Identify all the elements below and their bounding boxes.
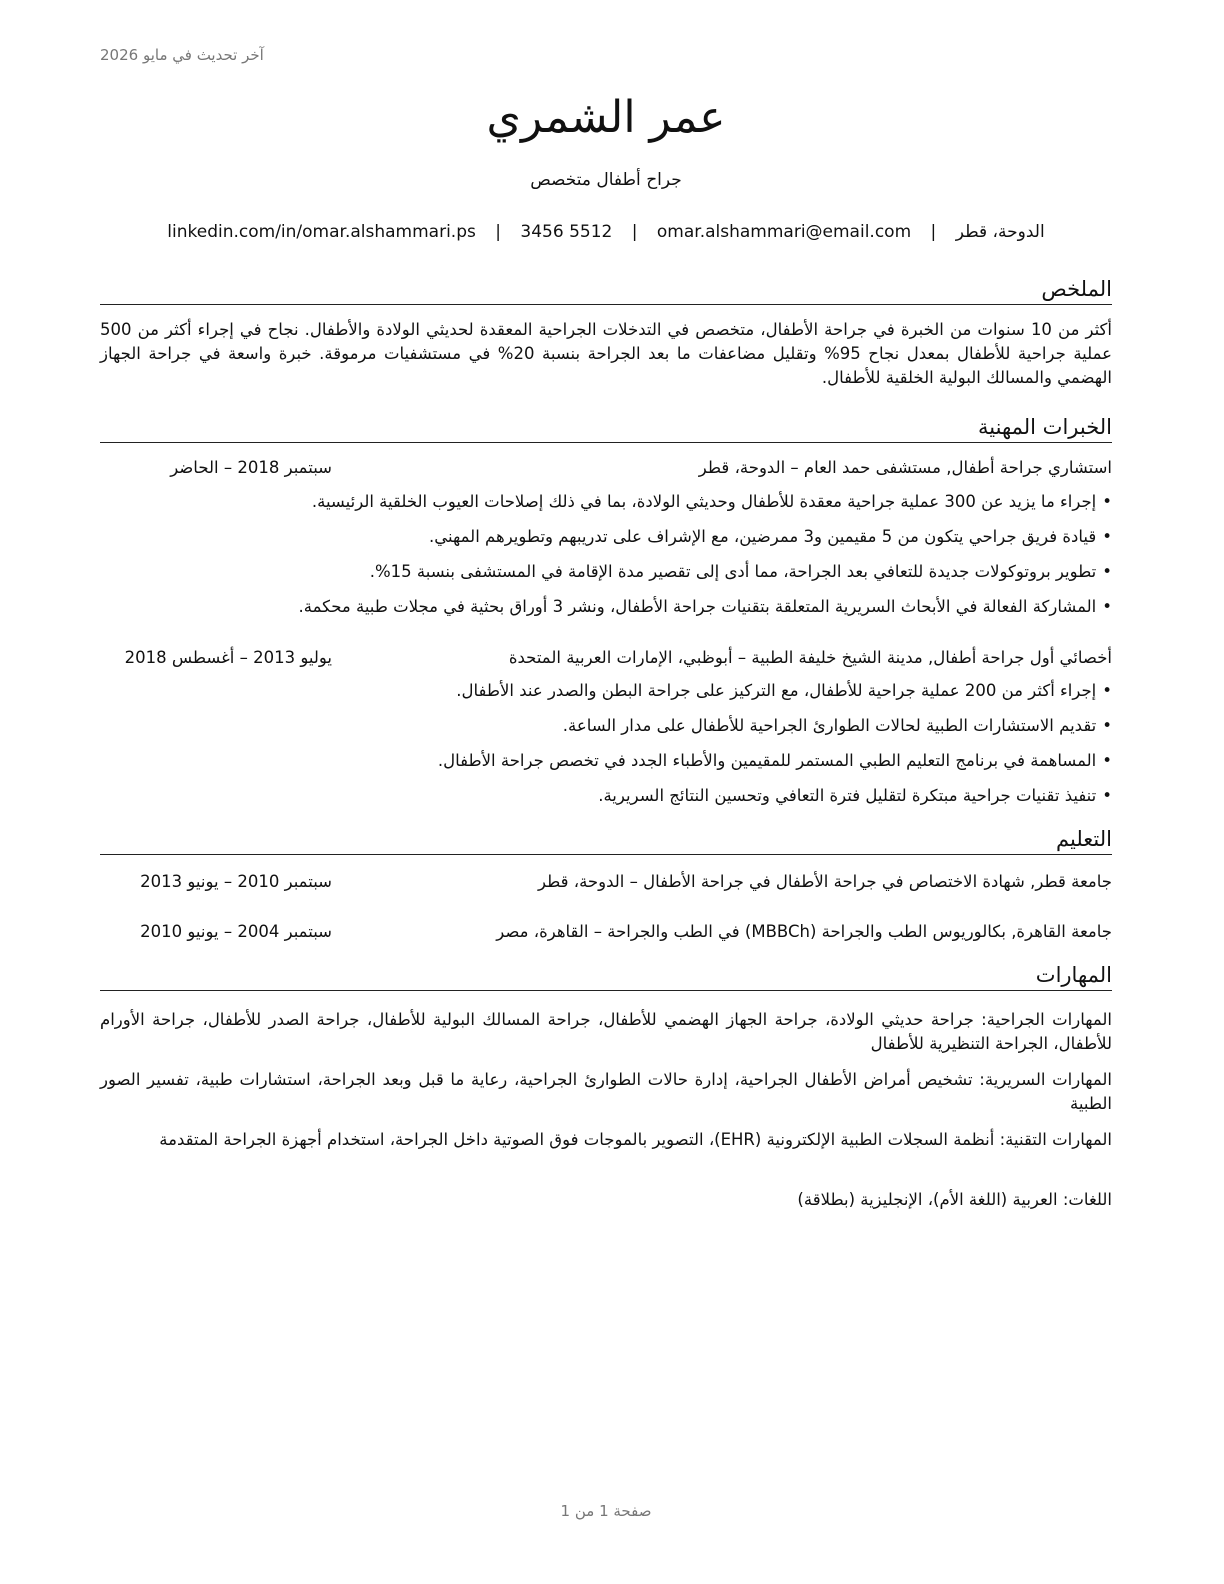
contact-location: الدوحة، قطر	[955, 222, 1045, 242]
job-title-line: أخصائي أول جراحة أطفال, مدينة الشيخ خليفة الطبية – أبوظبي، الإمارات العربية المتحدة	[508, 648, 1112, 667]
education-title: جامعة قطر, شهادة الاختصاص في جراحة الأطفال في جراحة الأطفال – الدوحة، قطر	[537, 872, 1112, 891]
bullet-icon: •	[1102, 786, 1112, 805]
skills-item: اللغات: العربية (اللغة الأم)، الإنجليزية (بطلاقة)	[797, 1190, 1112, 1209]
bullet-icon: •	[1102, 716, 1112, 735]
bullet-text: تطوير بروتوكولات جديدة للتعافي بعد الجراحة، مما أدى إلى تقصير مدة الإقامة في المستشفى بنسبة 15%.	[369, 562, 1097, 581]
skills-item: المهارات الجراحية: جراحة حديثي الولادة، جراحة الجهاز الهضمي للأطفال، جراحة المسالك البولية للأطفال، جراحة الصدر للأطفال، جراحة الأورام للأطفال، الجراحة التنظيرية للأطفال	[100, 1010, 1112, 1053]
list-item	[100, 714, 1112, 749]
list-item	[100, 490, 1112, 525]
contact-separator: |	[631, 222, 638, 242]
bullet-text: تقديم الاستشارات الطبية لحالات الطوارئ الجراحية للأطفال على مدار الساعة.	[562, 716, 1097, 735]
list-item	[100, 560, 1112, 595]
bullet-text: إجراء ما يزيد عن 300 عملية جراحية معقدة للأطفال وحديثي الولادة، بما في ذلك إصلاحات العيوب الخلقية الرئيسية.	[311, 492, 1097, 511]
bullet-text: المساهمة في برنامج التعليم الطبي المستمر للمقيمين والأطباء الجدد في تخصص جراحة الأطفال.	[437, 751, 1097, 770]
list-item	[100, 595, 1112, 630]
job-bullet-list	[100, 490, 1112, 630]
page-number: صفحة 1 من 1	[560, 1502, 652, 1520]
bullet-icon: •	[1102, 751, 1112, 770]
contact-separator: |	[495, 222, 501, 242]
bullet-icon: •	[1102, 527, 1112, 546]
contact-linkedin[interactable]: linkedin.com/in/omar.alshammari.ps	[167, 222, 476, 242]
contact-email[interactable]: omar.alshammari@email.com	[656, 222, 912, 242]
education-heading: التعليم	[100, 826, 1112, 855]
bullet-icon: •	[1102, 597, 1112, 616]
bullet-text: المشاركة الفعالة في الأبحاث السريرية المتعلقة بتقنيات جراحة الأطفال، ونشر 3 أوراق بحثية في مجلات طبية محكمة.	[298, 597, 1097, 616]
skills-item: المهارات التقنية: أنظمة السجلات الطبية الإلكترونية (EHR)، التصوير بالموجات فوق الصوتية داخل الجراحة، استخدام أجهزة الجراحة المتقدمة	[159, 1130, 1112, 1149]
bullet-icon: •	[1102, 562, 1112, 581]
job-dates: يوليو 2013 – أغسطس 2018	[124, 648, 332, 667]
summary-text: أكثر من 10 سنوات من الخبرة في جراحة الأطفال، متخصص في التدخلات الجراحية المعقدة لحديثي الولادة والأطفال. نجاح في إجراء أكثر من 500 عملية جراحية للأطفال بمعدل نجاح 95% وتقليل مضاعفات ما بعد الجراحة بنسبة 20% في مستشفيات مرموقة. خبرة واسعة في جراحة الجهاز الهضمي والمسالك البولية الخلقية للأطفال.	[100, 320, 1112, 387]
summary-heading: الملخص	[100, 276, 1112, 305]
bullet-text: إجراء أكثر من 200 عملية جراحية للأطفال، مع التركيز على جراحة البطن والصدر عند الأطفال.	[456, 681, 1097, 700]
job-entry-header	[100, 458, 1112, 484]
job-entry-header	[100, 648, 1112, 674]
bullet-icon: •	[1102, 681, 1112, 700]
bullet-icon: •	[1102, 492, 1112, 511]
experience-heading: الخبرات المهنية	[100, 414, 1112, 443]
skills-heading: المهارات	[100, 962, 1112, 991]
job-bullet-list	[100, 679, 1112, 819]
person-name: عمر الشمري	[486, 92, 726, 143]
skills-item: المهارات السريرية: تشخيص أمراض الأطفال الجراحية، إدارة حالات الطوارئ الجراحية، رعاية ما قبل وبعد الجراحة، استشارات طبية، تفسير الصور الطبية	[100, 1070, 1112, 1113]
bullet-text: قيادة فريق جراحي يتكون من 5 مقيمين و3 ممرضين، مع الإشراف على تدريبهم وتطويرهم المهني.	[429, 527, 1097, 546]
education-entry	[100, 922, 1112, 948]
job-title: جراح أطفال متخصص	[530, 170, 682, 190]
list-item	[100, 749, 1112, 784]
job-title-line: استشاري جراحة أطفال, مستشفى حمد العام – الدوحة، قطر	[698, 458, 1112, 477]
education-dates: سبتمبر 2004 – يونيو 2010	[140, 922, 332, 941]
education-title: جامعة القاهرة, بكالوريوس الطب والجراحة (MBBCh) في الطب والجراحة – القاهرة، مصر	[496, 922, 1112, 941]
resume-page	[100, 0, 1112, 1584]
contact-line	[100, 222, 1112, 242]
bullet-text: تنفيذ تقنيات جراحية مبتكرة لتقليل فترة التعافي وتحسين النتائج السريرية.	[598, 786, 1097, 805]
list-item	[100, 525, 1112, 560]
job-dates: سبتمبر 2018 – الحاضر	[170, 458, 332, 477]
contact-phone[interactable]: 3456 5512	[520, 222, 613, 242]
last-updated-note: آخر تحديث في مايو 2026	[100, 46, 264, 64]
education-entry	[100, 872, 1112, 898]
list-item	[100, 784, 1112, 819]
list-item	[100, 679, 1112, 714]
contact-separator: |	[930, 222, 937, 242]
education-dates: سبتمبر 2010 – يونيو 2013	[140, 872, 332, 891]
